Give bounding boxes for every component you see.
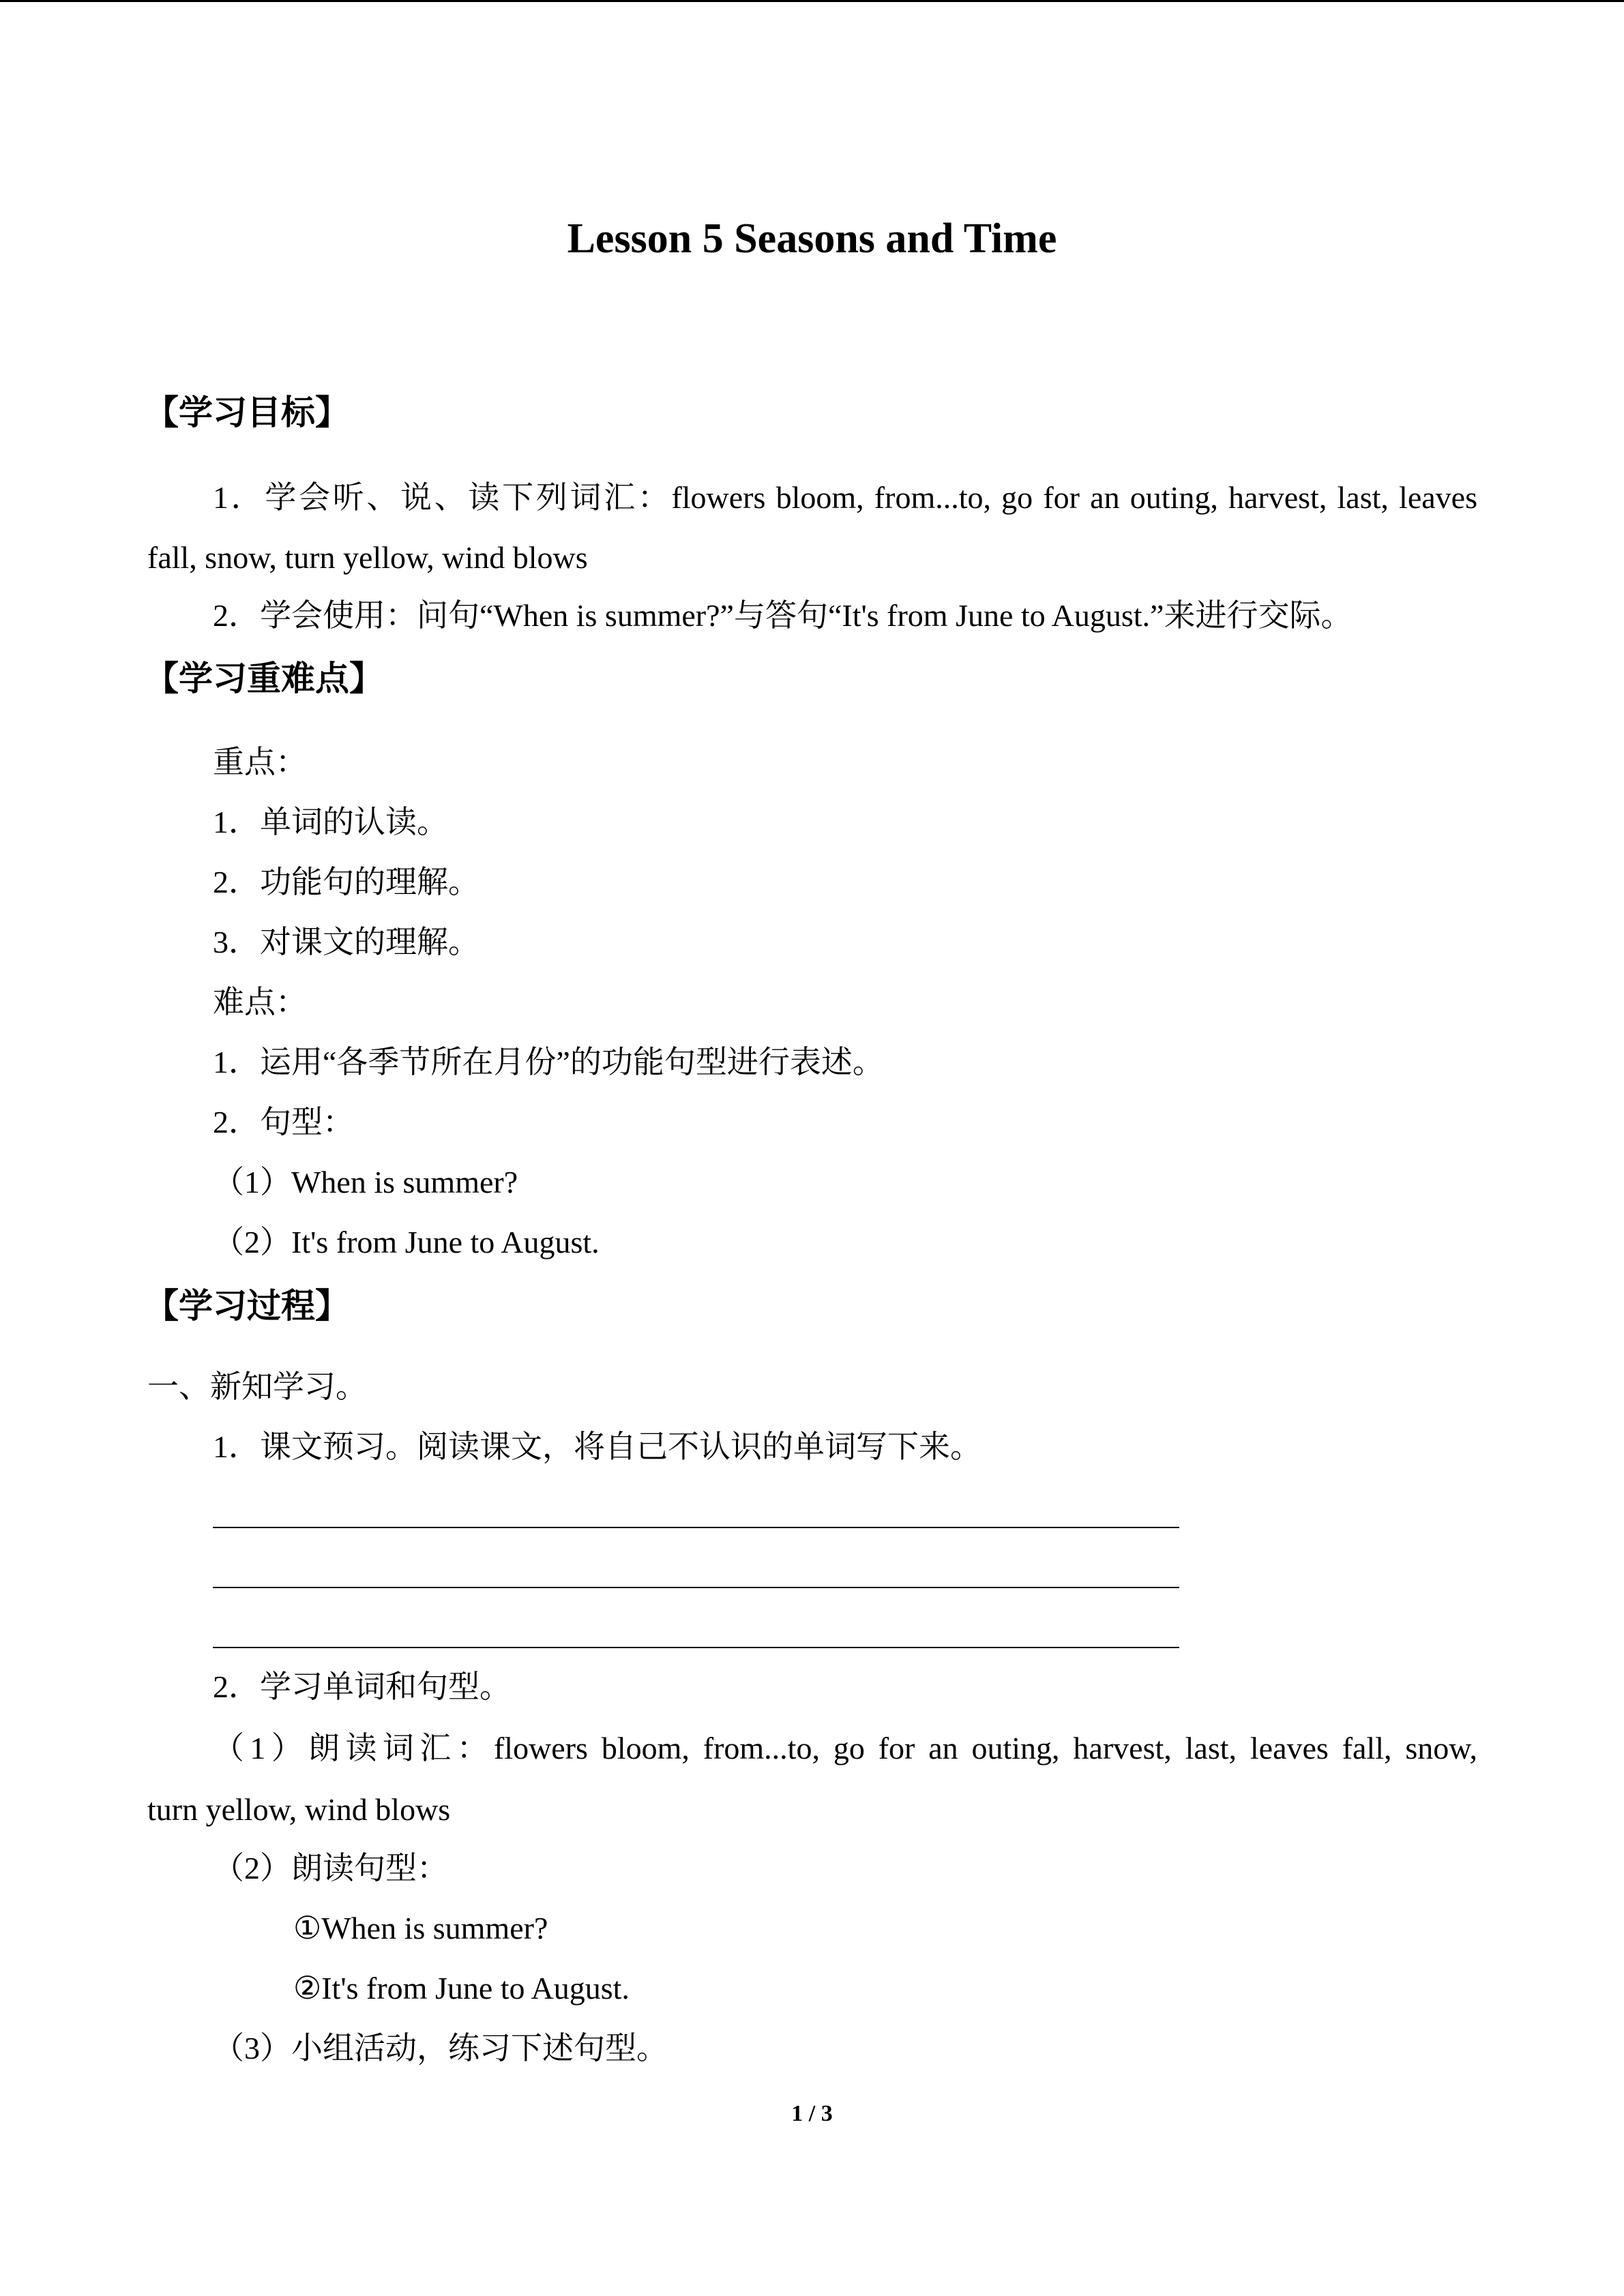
section-heading-objectives: 【学习目标】 (145, 393, 349, 432)
objective-item-2: 2．学会使用：问句“When is summer?”与答句“It's from June to August.”来进行交际。 (213, 598, 1353, 633)
page-number: 1 / 3 (791, 2101, 833, 2126)
difficulty-item: 1．运用“各季节所在月份”的功能句型进行表述。 (213, 1045, 884, 1079)
answer-line-2 (213, 1587, 1179, 1588)
difficulty-label: 难点： (213, 985, 307, 1019)
vocabulary-line-1: （1）朗读词汇：flowers bloom, from...to, go for an outing, harvest, last, leaves fall, snow, (213, 1731, 1477, 1765)
sentence-pattern: （1）When is summer? (213, 1165, 518, 1199)
answer-line-1 (213, 1527, 1179, 1528)
practice-sentence: ②It's from June to August. (293, 1971, 630, 2006)
sentence-pattern: （2）It's from June to August. (213, 1225, 600, 1259)
focus-item: 1．单词的认读。 (213, 805, 448, 839)
process-step-1: 1．课文预习。阅读课文，将自己不认识的单词写下来。 (213, 1429, 981, 1464)
answer-line-3 (213, 1647, 1179, 1648)
process-step-2: 2．学习单词和句型。 (213, 1669, 511, 1704)
vocabulary-line-2: turn yellow, wind blows (147, 1792, 451, 1827)
objective-item-1-line-2: fall, snow, turn yellow, wind blows (147, 540, 588, 575)
difficulty-item: 2．句型： (213, 1105, 354, 1139)
section-heading-key-points: 【学习重难点】 (145, 659, 383, 698)
focus-item: 3．对课文的理解。 (213, 925, 479, 959)
objective-item-1-line-1: 1．学会听、说、读下列词汇：flowers bloom, from...to, go for an outing, harvest, last, leaves (213, 480, 1477, 515)
focus-label: 重点： (213, 745, 307, 779)
focus-item: 2．功能句的理解。 (213, 865, 479, 899)
document-title: Lesson 5 Seasons and Time (567, 215, 1057, 262)
process-part-1: 一、新知学习。 (147, 1369, 367, 1404)
sentence-reading-label: （2）朗读句型： (213, 1851, 448, 1885)
group-activity: （3）小组活动，练习下述句型。 (213, 2031, 668, 2066)
section-heading-process: 【学习过程】 (145, 1286, 349, 1326)
practice-sentence: ①When is summer? (293, 1911, 548, 1945)
